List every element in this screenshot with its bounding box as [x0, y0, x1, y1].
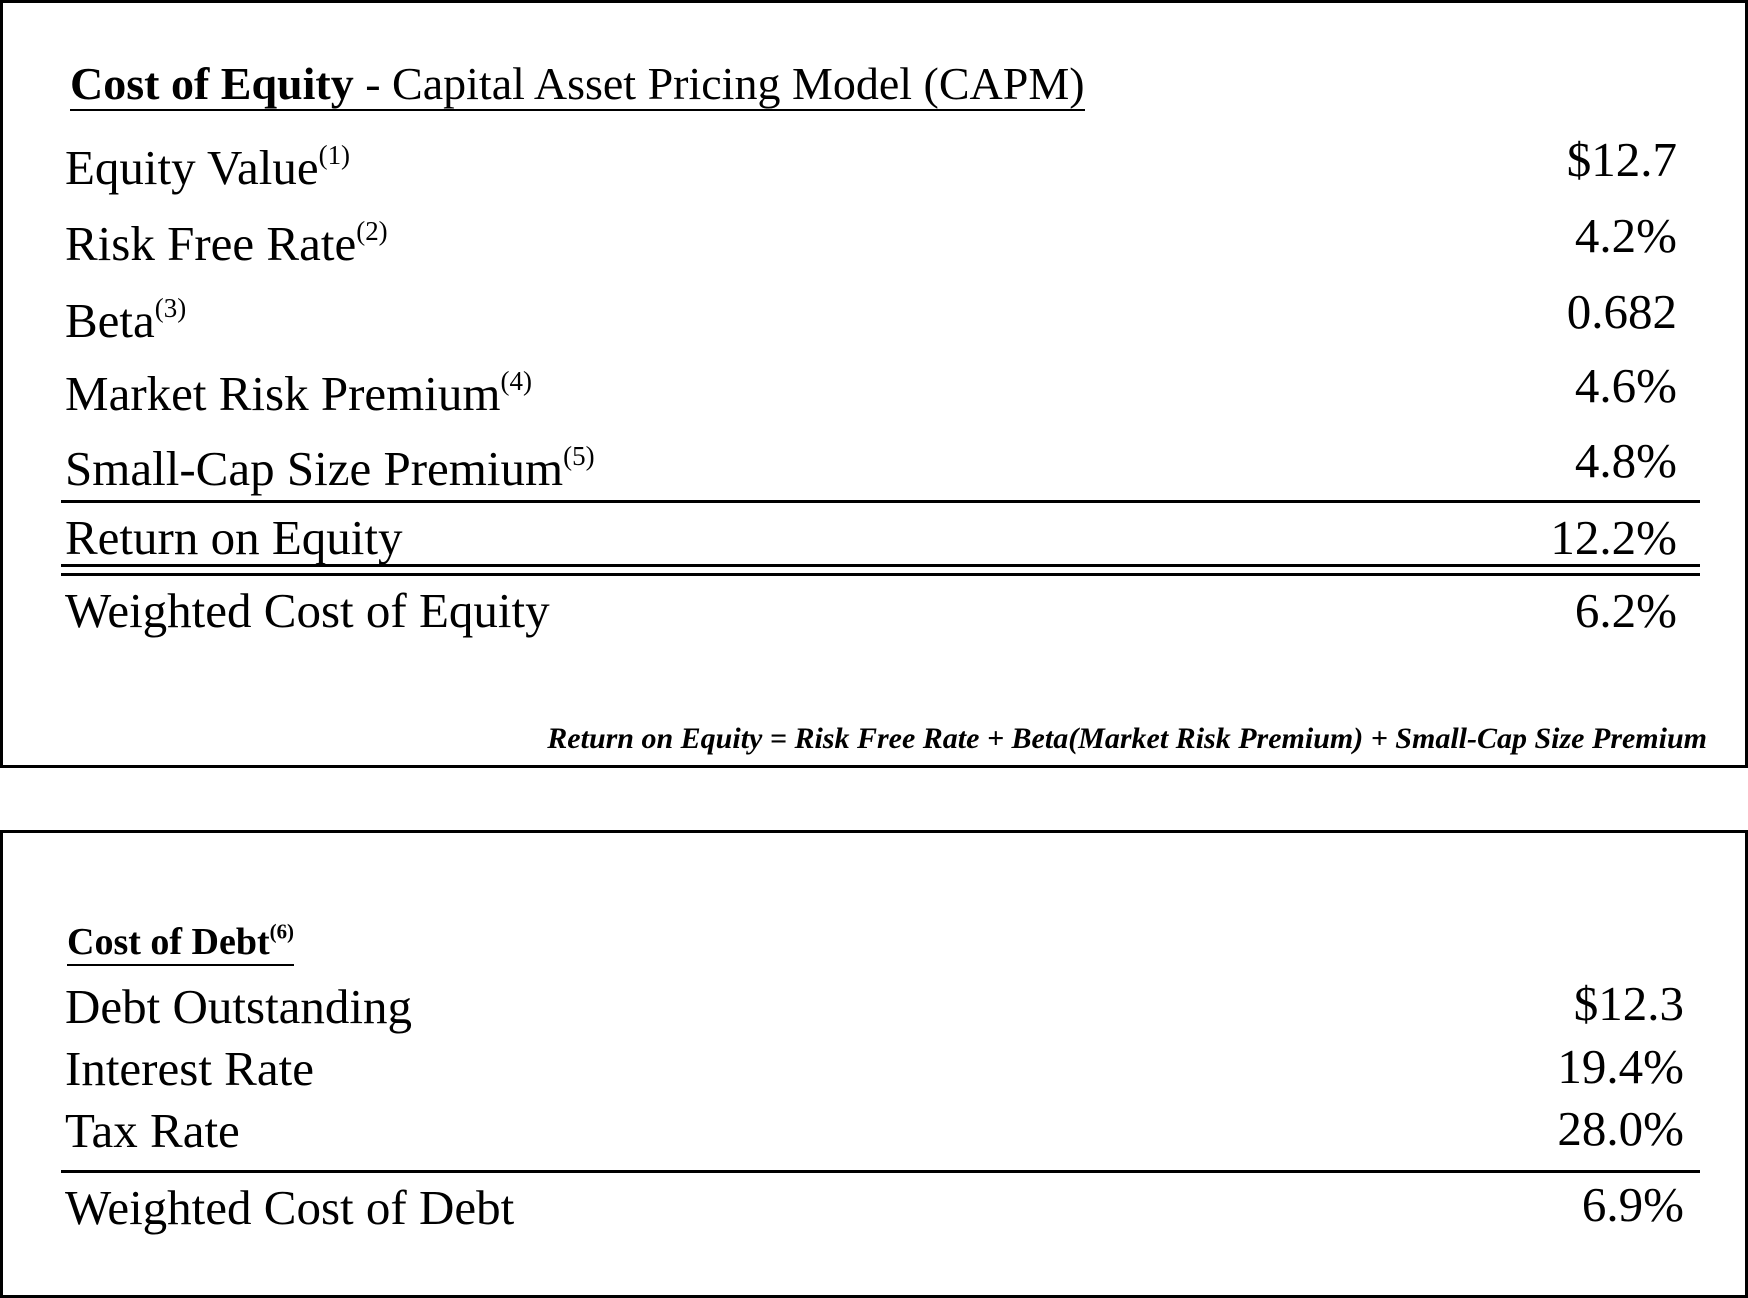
capm-subtitle: - Capital Asset Pricing Model (CAPM) [353, 58, 1085, 109]
market-risk-premium-label [65, 365, 532, 421]
debt-outstanding-value: $12.3 [1573, 976, 1684, 1031]
market-risk-premium-label-text: Market Risk Premium [65, 366, 501, 421]
beta-label [65, 292, 187, 348]
double-rule-top [61, 564, 1700, 567]
tax-rate-value: 28.0% [1557, 1101, 1684, 1156]
debt-total-rule [61, 1170, 1700, 1173]
footnote-marker: (5) [563, 440, 595, 471]
subtotal-rule [61, 500, 1700, 503]
cost-of-debt-title: Cost of Debt [67, 921, 270, 963]
risk-free-rate-label-text: Risk Free Rate [65, 216, 357, 271]
weighted-cost-of-equity-value: 6.2% [1574, 583, 1677, 638]
beta-label-text: Beta [65, 293, 155, 348]
cost-of-equity-heading [70, 58, 1085, 111]
footnote-marker: (2) [356, 215, 388, 246]
cost-of-debt-heading [67, 919, 294, 966]
footnote-marker: (4) [500, 365, 532, 396]
equity-value-label-text: Equity Value [65, 140, 319, 195]
cost-of-equity-title: Cost of Equity [70, 58, 354, 109]
weighted-cost-of-debt-value: 6.9% [1581, 1177, 1684, 1232]
tax-rate-label: Tax Rate [65, 1103, 240, 1158]
small-cap-size-premium-label [65, 440, 595, 496]
double-rule-bottom [61, 573, 1700, 576]
return-on-equity-label: Return on Equity [65, 510, 403, 565]
footnote-marker: (3) [154, 292, 187, 323]
return-on-equity-value: 12.2% [1550, 510, 1677, 565]
interest-rate-value: 19.4% [1557, 1039, 1684, 1094]
footnote-marker: (6) [269, 919, 294, 944]
weighted-cost-of-equity-label: Weighted Cost of Equity [65, 583, 550, 638]
market-risk-premium-value: 4.6% [1574, 358, 1677, 413]
weighted-cost-of-debt-label: Weighted Cost of Debt [65, 1180, 515, 1235]
footnote-marker: (1) [318, 139, 351, 170]
risk-free-rate-value: 4.2% [1574, 208, 1677, 263]
debt-outstanding-label: Debt Outstanding [65, 979, 413, 1034]
capm-formula-note: Return on Equity = Risk Free Rate + Beta(Market Risk Premium) + Small-Cap Size Premium [547, 722, 1707, 755]
beta-value: 0.682 [1566, 284, 1677, 339]
small-cap-size-premium-value: 4.8% [1574, 433, 1677, 488]
small-cap-size-premium-label-text: Small-Cap Size Premium [65, 441, 564, 496]
risk-free-rate-label [65, 215, 388, 271]
equity-value-label [65, 139, 351, 195]
interest-rate-label: Interest Rate [65, 1041, 314, 1096]
equity-value-value: $12.7 [1566, 132, 1677, 187]
cost-of-debt-panel [0, 830, 1748, 1298]
